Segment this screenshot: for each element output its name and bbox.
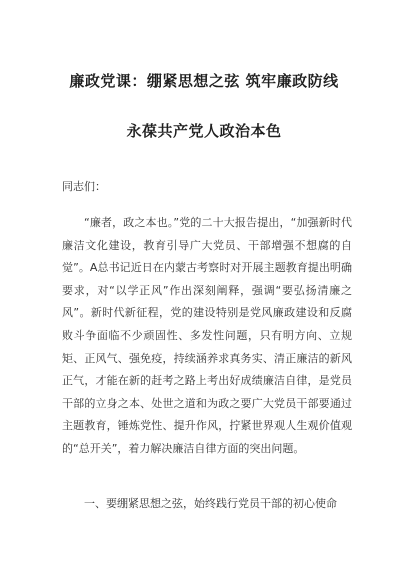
document-title-line-2: 永葆共产党人政治本色 <box>126 122 282 140</box>
document-title-line-1: 廉政党课：绷紧思想之弦 筑牢廉政防线 <box>69 72 339 90</box>
section-heading: 一、要绷紧思想之弦，始终践行党员干部的初心使命 <box>84 497 337 510</box>
salutation: 同志们： <box>62 180 106 193</box>
body-paragraph: “廉者，政之本也。”党的二十大报告提出，“加强新时代廉洁文化建设，教育引导广大党员、干部增强不想腐的自觉”。A总书记近日在内蒙古考察时对开展主题教育提出明确要求，对“以学正风”作出深刻阐释，强调“要弘扬清廉之风”。新时代新征程，党的建设特别是党风廉政建设和反腐败斗争面临不少顽固性、多发性问题，只有明方向、立规矩、正风气、强免疫，持续涵养求真务实、清正廉洁的新风正气，才能在新的赶考之路上考出好成绩廉洁自律，是党员干部的立身之本、处世之道和为政之要广大党员干部要通过主题教育，锤炼党性、提升作风，拧紧世界观人生观价值观的“总开关”，着力解决廉洁自律方面的突出问题。 <box>62 216 352 455</box>
